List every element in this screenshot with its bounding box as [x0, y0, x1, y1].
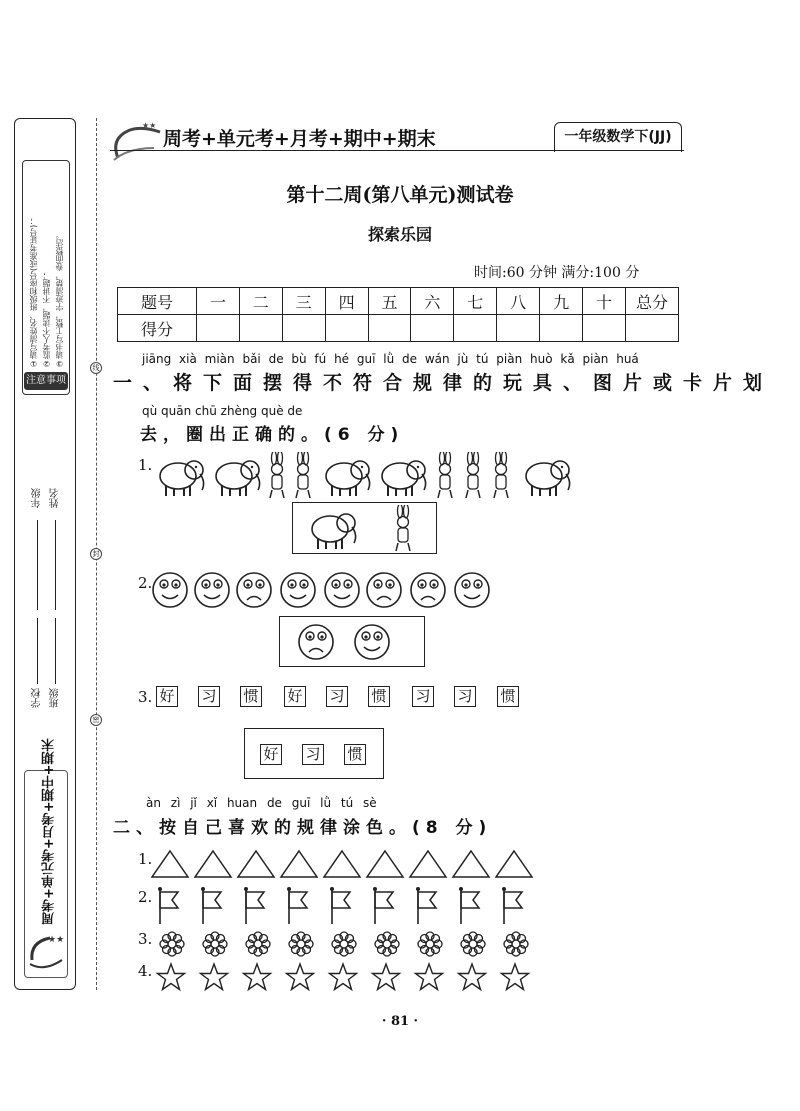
- score-cell[interactable]: [583, 315, 626, 342]
- svg-text:★★: ★★: [48, 935, 65, 945]
- grade-field[interactable]: [37, 520, 38, 610]
- exam-title: 第十二周(第八单元)测试卷: [286, 184, 514, 206]
- class-label: 班级: [50, 688, 61, 708]
- q2-triangle-row[interactable]: [150, 848, 540, 880]
- name-label: 姓名: [50, 488, 61, 508]
- school-label: 学校: [32, 688, 43, 708]
- q2-heading: 二、按自己喜欢的规律涂色。(8 分): [113, 818, 493, 838]
- q1-item3-answer-char: 习: [302, 744, 324, 765]
- q1-item3-num: 3.: [138, 688, 153, 706]
- q2-flower-row[interactable]: [152, 930, 542, 960]
- school-field[interactable]: [37, 618, 38, 684]
- grade-tab: 一年级数学下(JJ): [554, 122, 682, 152]
- q1-pinyin-2: qù quān chū zhèng què de: [142, 404, 303, 418]
- binding-mark-1: 线: [90, 362, 102, 374]
- brand-title: 周考+单元考+月考+期中+期末: [163, 128, 436, 150]
- q1-item2-answer-faces: [298, 622, 398, 662]
- score-header-row: [118, 288, 679, 315]
- score-cell[interactable]: [454, 315, 497, 342]
- q1-item1-answer-figures: [300, 505, 430, 553]
- score-header-cell: 六: [411, 288, 454, 315]
- score-cell[interactable]: [197, 315, 240, 342]
- q2-star-row[interactable]: [152, 962, 542, 994]
- brand-logo-icon: [108, 118, 164, 162]
- score-row: [118, 315, 679, 342]
- score-header-cell: 一: [197, 288, 240, 315]
- score-header-cell: 三: [282, 288, 325, 315]
- score-cell[interactable]: [325, 315, 368, 342]
- score-cell[interactable]: [368, 315, 411, 342]
- score-header-cell: 四: [325, 288, 368, 315]
- q1-item3-char[interactable]: 习: [412, 686, 434, 707]
- notice-line-2: ②监考人不读题，不讲题；: [42, 271, 51, 368]
- q1-heading-1: 一、将下面摆得不符合规律的玩具、图片或卡片划: [113, 372, 774, 394]
- score-cell[interactable]: [540, 315, 583, 342]
- binding-mark-3: 密: [90, 714, 102, 726]
- header-rule: [110, 150, 684, 151]
- score-cell[interactable]: [411, 315, 454, 342]
- student-fields: [30, 488, 66, 723]
- score-header-cell: 十: [583, 288, 626, 315]
- q2-row1-num: 1.: [138, 850, 153, 868]
- score-cell[interactable]: [282, 315, 325, 342]
- q1-item2-sequence: [152, 570, 492, 610]
- binding-mark-2: 封: [90, 548, 102, 560]
- grade-label: 年级: [32, 488, 43, 508]
- q1-pinyin-1: jiāng xià miàn bǎi de bù fú hé guī lǜ de wán jù tú piàn huò kǎ piàn huá: [142, 352, 639, 366]
- class-field[interactable]: [55, 618, 56, 684]
- q2-row4-num: 4.: [138, 962, 153, 980]
- q2-row3-num: 3.: [138, 930, 153, 948]
- q1-item3-answer-char: 好: [260, 744, 282, 765]
- score-header-cell: 九: [540, 288, 583, 315]
- score-header-cell: 八: [497, 288, 540, 315]
- q2-pinyin: àn zì jǐ xǐ huan de guī lǜ tú sè: [146, 796, 377, 810]
- q1-item3-char[interactable]: 习: [326, 686, 348, 707]
- q2-flag-row[interactable]: [152, 884, 542, 926]
- exam-subtitle: 探索乐园: [367, 225, 432, 244]
- score-table: [117, 287, 679, 342]
- name-field[interactable]: [55, 520, 56, 610]
- q1-item3-char[interactable]: 习: [198, 686, 220, 707]
- svg-text:★★: ★★: [142, 121, 157, 130]
- notice-label: 注意事项: [24, 372, 68, 390]
- notice-line-1: ①请写清姓名、班级和座号(或准考证号)；: [29, 216, 38, 368]
- sidebar-brand-text: 周考+单元考+月考+期中+期末: [42, 738, 57, 925]
- score-cell[interactable]: [626, 315, 679, 342]
- q1-item1-sequence: [150, 452, 580, 500]
- q1-item3-char[interactable]: 惯: [368, 686, 390, 707]
- q1-item2-num: 2.: [138, 574, 153, 592]
- q1-heading-2: 去，圈出正确的。(6 分): [140, 425, 405, 445]
- score-header-cell: 五: [368, 288, 411, 315]
- q2-row2-num: 2.: [138, 888, 153, 906]
- q1-item3-char[interactable]: 好: [284, 686, 306, 707]
- score-cell[interactable]: [497, 315, 540, 342]
- score-header-cell: 二: [239, 288, 282, 315]
- page-number: · 81 ·: [381, 1014, 419, 1029]
- notice-line-3: ③请书写工整，字迹清楚，卷面整洁。: [55, 231, 64, 368]
- q1-item1-num: 1.: [138, 456, 153, 474]
- time-info: 时间:60 分钟 满分:100 分: [474, 265, 640, 281]
- score-cell[interactable]: [239, 315, 282, 342]
- score-row-label: 得分: [118, 315, 197, 342]
- q1-item3-char[interactable]: 惯: [240, 686, 262, 707]
- q1-item3-char[interactable]: 习: [454, 686, 476, 707]
- q1-item3-char[interactable]: 好: [156, 686, 178, 707]
- score-header-cell: 总分: [626, 288, 679, 315]
- q1-item3-char[interactable]: 惯: [497, 686, 519, 707]
- q1-item3-answer-char: 惯: [344, 744, 366, 765]
- sidebar-logo-icon: [26, 930, 68, 974]
- score-header-cell: 题号: [118, 288, 197, 315]
- score-header-cell: 七: [454, 288, 497, 315]
